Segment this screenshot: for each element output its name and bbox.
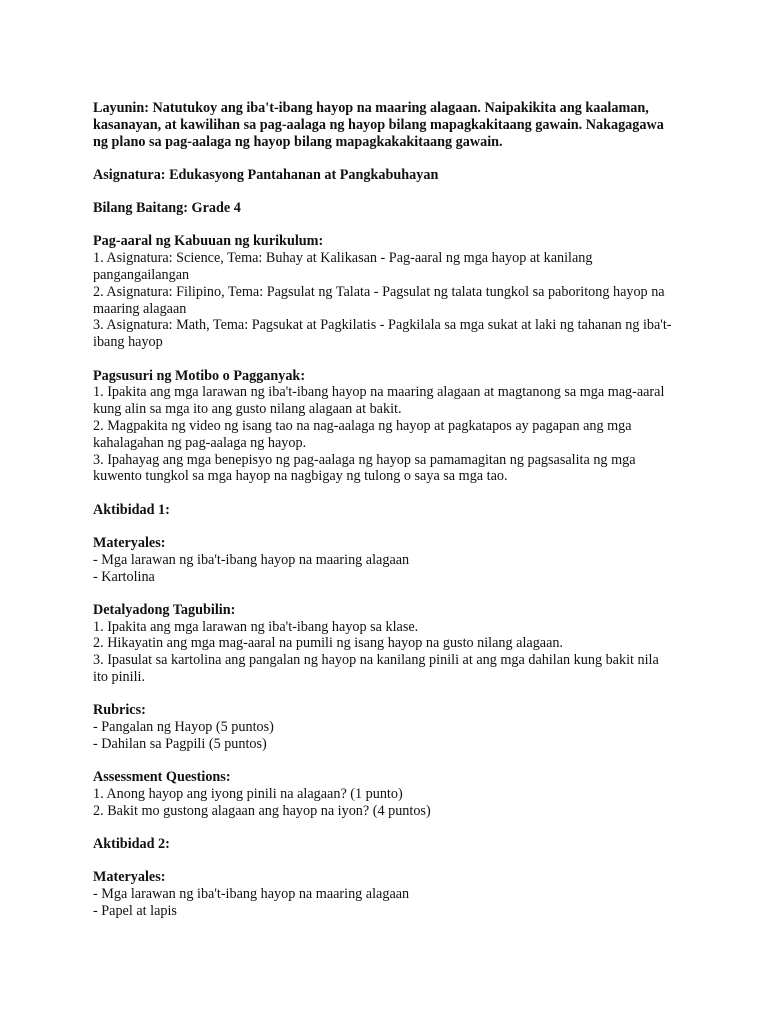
materials-item: - Mga larawan ng iba't-ibang hayop na maaring alagaan	[93, 886, 410, 903]
materials-item: - Kartolina	[93, 568, 155, 585]
document-page	[93, 100, 673, 936]
assessment-heading: Assessment Questions:	[93, 769, 231, 786]
instructions-item: 3. Ipasulat sa kartolina ang pangalan ng hayop na kanilang pinili at ang mga dahilan kung bakit nila ito pinili.	[93, 652, 659, 686]
materials-heading: Materyales:	[93, 534, 166, 551]
curriculum-item: 1. Asignatura: Science, Tema: Buhay at Kalikasan - Pag-aaral ng mga hayop at kanilang pangangailangan	[93, 250, 593, 284]
curriculum-heading: Pag-aaral ng Kabuuan ng kurikulum:	[93, 233, 324, 250]
instructions-item: 2. Hikayatin ang mga mag-aaral na pumili ng isang hayop na gusto nilang alagaan.	[93, 635, 564, 652]
grade-line: Bilang Baitang: Grade 4	[93, 200, 241, 217]
assessment-item: 2. Bakit mo gustong alagaan ang hayop na iyon? (4 puntos)	[93, 802, 431, 819]
curriculum-item: 3. Asignatura: Math, Tema: Pagsukat at Pagkilatis - Pagkilala sa mga sukat at laki ng tahanan ng iba't-ibang hayop	[93, 317, 672, 351]
activity2-heading: Aktibidad 2:	[93, 836, 170, 853]
activity1-materials	[93, 535, 673, 585]
materials-item: - Mga larawan ng iba't-ibang hayop na maaring alagaan	[93, 551, 410, 568]
motivation-item: 3. Ipahayag ang mga benepisyo ng pag-aalaga ng hayop sa pamamagitan ng pagsasalita ng mga kuwento tungkol sa mga hayop na nagbigay ng tulong o saya sa mga tao.	[93, 451, 636, 485]
objective-paragraph: Layunin: Natutukoy ang iba't-ibang hayop na maaring alagaan. Naipakikita ang kaalaman, kasanayan, at kawilihan sa pag-aalaga ng hayop bilang mapagkakitaang gawain. Nakagagawa ng plano sa pag-aalaga ng hayop bilang mapagkakakitaang gawain.	[93, 100, 664, 150]
activity2-materials	[93, 869, 673, 919]
motivation-section	[93, 368, 673, 486]
activity1-heading: Aktibidad 1:	[93, 501, 170, 518]
activity1-rubrics	[93, 702, 673, 752]
curriculum-section	[93, 233, 673, 351]
rubrics-heading: Rubrics:	[93, 702, 146, 719]
materials-item: - Papel at lapis	[93, 902, 177, 919]
instructions-heading: Detalyadong Tagubilin:	[93, 601, 236, 618]
materials-heading: Materyales:	[93, 869, 166, 886]
rubrics-item: - Pangalan ng Hayop (5 puntos)	[93, 719, 274, 736]
instructions-item: 1. Ipakita ang mga larawan ng iba't-ibang hayop sa klase.	[93, 618, 419, 635]
activity1-instructions	[93, 602, 673, 686]
motivation-item: 2. Magpakita ng video ng isang tao na nag-aalaga ng hayop at pagkatapos ay pagapan ang mga kahalagahan ng pag-aalaga ng hayop.	[93, 417, 632, 451]
motivation-item: 1. Ipakita ang mga larawan ng iba't-ibang hayop na maaring alagaan at magtanong sa mga mag-aaral kung alin sa mga ito ang gusto nilang alagaan at bakit.	[93, 384, 665, 418]
activity1-assessment	[93, 769, 673, 819]
rubrics-item: - Dahilan sa Pagpili (5 puntos)	[93, 735, 267, 752]
subject-line: Asignatura: Edukasyong Pantahanan at Pangkabuhayan	[93, 166, 439, 183]
assessment-item: 1. Anong hayop ang iyong pinili na alagaan? (1 punto)	[93, 786, 403, 802]
motivation-heading: Pagsusuri ng Motibo o Pagganyak:	[93, 367, 306, 384]
curriculum-item: 2. Asignatura: Filipino, Tema: Pagsulat ng Talata - Pagsulat ng talata tungkol sa paboritong hayop na maaring alagaan	[93, 283, 665, 317]
